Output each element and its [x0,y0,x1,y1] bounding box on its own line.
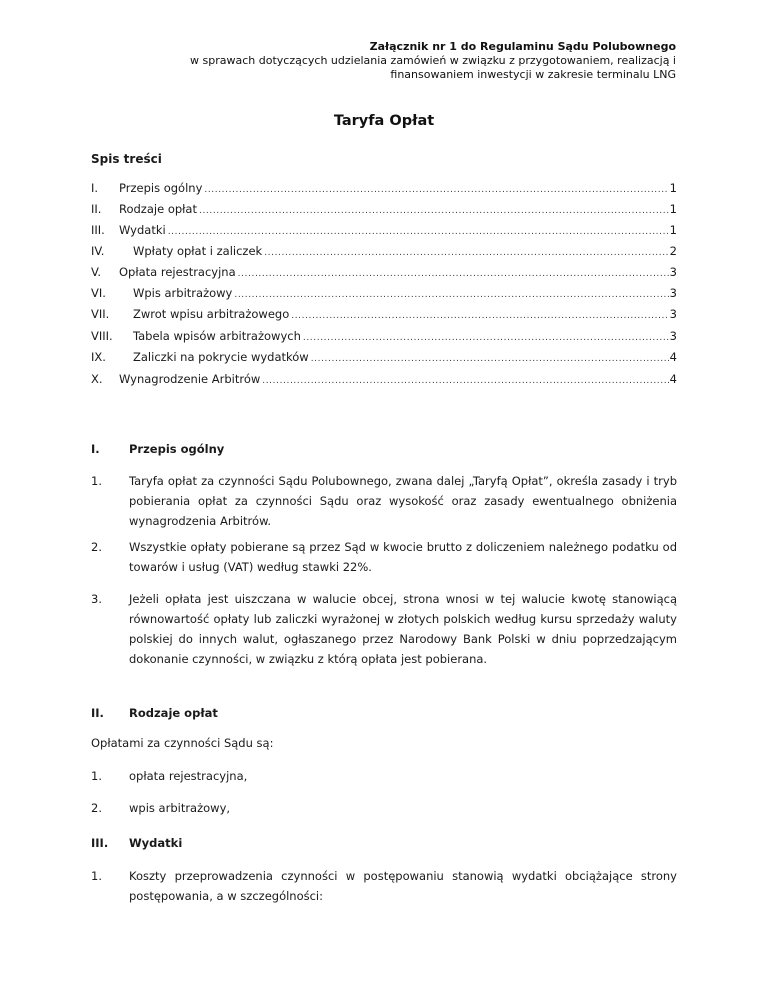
toc-entry[interactable] [91,306,677,322]
toc-entry-page: 1 [669,202,677,216]
toc-entry[interactable] [91,201,677,217]
paragraph-number: 1. [91,869,102,883]
paragraph-text: Koszty przeprowadzenia czynności w postępowaniu stanowią wydatki obciążające strony postępowania, a w szczególności: [129,869,677,903]
toc-entry-page: 4 [669,372,677,386]
toc-entry-page: 1 [669,181,677,195]
toc-entry-number: VIII. [91,329,113,343]
header-line-3: finansowaniem inwestycji w zakresie terminalu LNG [390,68,676,81]
toc-entry-number: VII. [91,307,110,321]
paragraph-text: Jeżeli opłata jest uiszczana w walucie obcej, strona wnosi w tej walucie kwotę stanowiącą równowartość opłaty lub zaliczki wyrażonej w złotych polskich według kursu sprzedaży waluty polskiej do innych walut, ogłaszanego przez Narodowy Bank Polski w dniu poprzedzającym dokonanie czynności, w związku z którą opłata jest pobierana. [129,592,677,666]
toc-entry-label: Wydatki [119,223,166,237]
toc-entry-page: 3 [669,265,677,279]
paragraph-number: 3. [91,592,102,606]
toc-entry-label: Przepis ogólny [119,181,203,195]
paragraph-number: 1. [91,474,102,488]
list-item-number: 2. [91,801,102,815]
toc-entry-number: II. [91,202,102,216]
toc-leader-dots [234,285,668,301]
header-line-2: w sprawach dotyczących udzielania zamówień w związku z przygotowaniem, realizacją i [190,54,676,67]
toc-entry-page: 3 [669,307,677,321]
toc-entry-number: I. [91,181,99,195]
toc-entry[interactable] [91,243,677,259]
toc-leader-dots [303,328,669,344]
paragraph-text: Wszystkie opłaty pobierane są przez Sąd w kwocie brutto z doliczeniem należnego podatku od towarów i usług (VAT) według stawki 22%. [129,540,677,574]
toc-entry-number: X. [91,372,103,386]
document-header [116,40,676,82]
toc-entry-label: Wpłaty opłat i zaliczek [133,244,263,258]
section-number: II. [91,706,104,720]
toc-entry[interactable] [91,222,677,238]
toc-entry-label: Wpis arbitrażowy [133,286,233,300]
toc-leader-dots [311,349,669,365]
toc-leader-dots [204,180,668,196]
toc-entry-page: 1 [669,223,677,237]
toc-entry[interactable] [91,349,677,365]
header-title: Załącznik nr 1 do Regulaminu Sądu Polubownego [369,40,676,53]
toc-entry-label: Tabela wpisów arbitrażowych [133,329,301,343]
toc-entry-number: IX. [91,350,106,364]
toc-leader-dots [291,306,668,322]
toc-entry-label: Zwrot wpisu arbitrażowego [133,307,290,321]
toc-entry[interactable] [91,285,677,301]
toc-leader-dots [238,264,669,280]
toc-entry-number: VI. [91,286,106,300]
list-item-number: 1. [91,769,102,783]
section-intro: Opłatami za czynności Sądu są: [91,736,274,750]
toc-entry-label: Rodzaje opłat [119,202,197,216]
toc-entry-label: Zaliczki na pokrycie wydatków [133,350,309,364]
toc-entry-number: IV. [91,244,105,258]
document-title: Taryfa Opłat [333,113,435,129]
section-title: Przepis ogólny [129,442,225,456]
toc-entry-number: V. [91,265,102,279]
toc-entry[interactable] [91,264,677,280]
toc-entry-label: Opłata rejestracyjna [119,265,236,279]
list-item-text: wpis arbitrażowy, [129,801,231,815]
toc-leader-dots [262,371,668,387]
toc-entry-page: 2 [669,244,677,258]
paragraph-number: 2. [91,540,102,554]
toc-entry-label: Wynagrodzenie Arbitrów [119,372,261,386]
section-title: Wydatki [129,836,183,850]
paragraph-text: Taryfa opłat za czynności Sądu Polubownego, zwana dalej „Taryfą Opłat”, określa zasady i tryb pobierania opłat za czynności Sądu oraz wysokość oraz zasady ewentualnego obniżenia wynagrodzenia Arbitrów. [129,474,677,528]
toc-entry-page: 3 [669,329,677,343]
section-number: I. [91,442,100,456]
toc-entry-page: 3 [669,286,677,300]
toc-leader-dots [199,201,669,217]
toc-entry-page: 4 [669,350,677,364]
section-number: III. [91,836,109,850]
toc-leader-dots [264,243,668,259]
list-item-text: opłata rejestracyjna, [129,769,248,783]
toc-entry-number: III. [91,223,105,237]
toc-heading: Spis treści [91,152,162,166]
section-title: Rodzaje opłat [129,706,218,720]
toc-entry[interactable] [91,180,677,196]
toc-leader-dots [168,222,669,238]
toc-entry[interactable] [91,328,677,344]
toc-entry[interactable] [91,371,677,387]
